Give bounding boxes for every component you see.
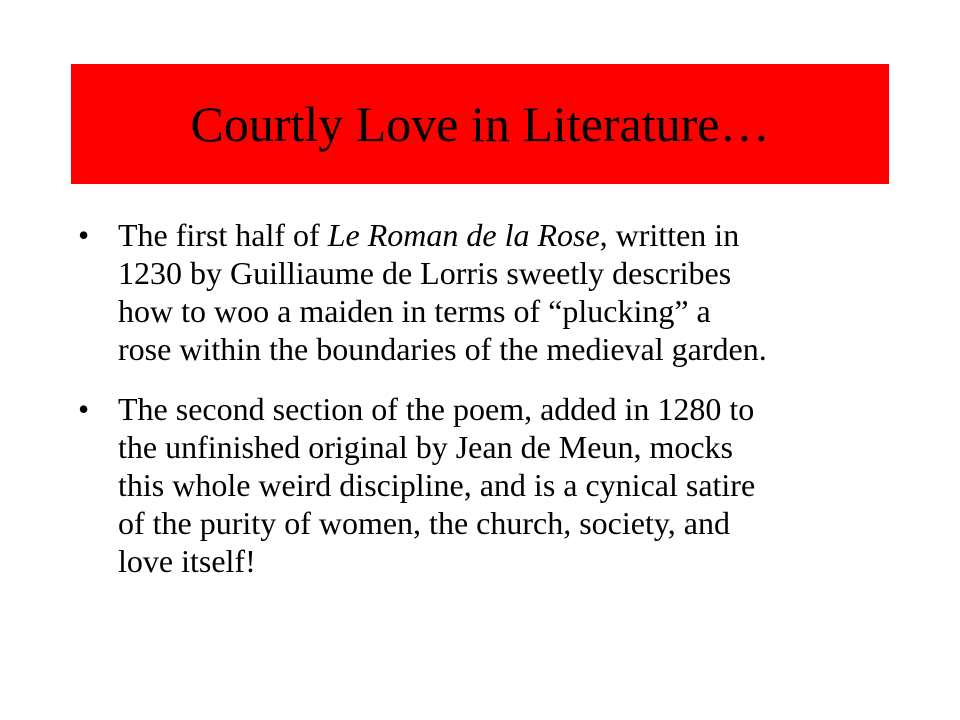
slide-title: Courtly Love in Literature…: [190, 96, 770, 152]
bullet-item-1: [78, 216, 878, 368]
bullet-1-line-2: 1230 by Guilliaume de Lorris sweetly describes: [118, 255, 732, 291]
book-title-italic: Le Roman de la Rose: [327, 217, 600, 253]
bullet-item-2: [78, 390, 878, 580]
bullet-marker: •: [78, 391, 90, 427]
title-banner: [71, 64, 889, 184]
bullet-1-line-1-text-after: , written in: [599, 217, 740, 253]
bullet-1-line-3: how to woo a maiden in terms of “plucking” a: [118, 293, 711, 329]
bullet-1-line-1: [118, 216, 878, 254]
bullet-2-line-5: love itself!: [118, 543, 256, 579]
bullet-marker: •: [78, 217, 90, 253]
bullet-2-line-3: this whole weird discipline, and is a cynical satire: [118, 467, 756, 503]
bullet-2-line-2: the unfinished original by Jean de Meun, mocks: [118, 429, 733, 465]
bullet-2-line-4: of the purity of women, the church, society, and: [118, 505, 730, 541]
bullet-2-line-1: The second section of the poem, added in 1280 to: [118, 391, 755, 427]
bullet-1-line-1-text: The first half of: [118, 217, 328, 253]
bullet-1-line-4: rose within the boundaries of the medieval garden.: [118, 331, 767, 367]
bullet-list: [78, 216, 878, 602]
